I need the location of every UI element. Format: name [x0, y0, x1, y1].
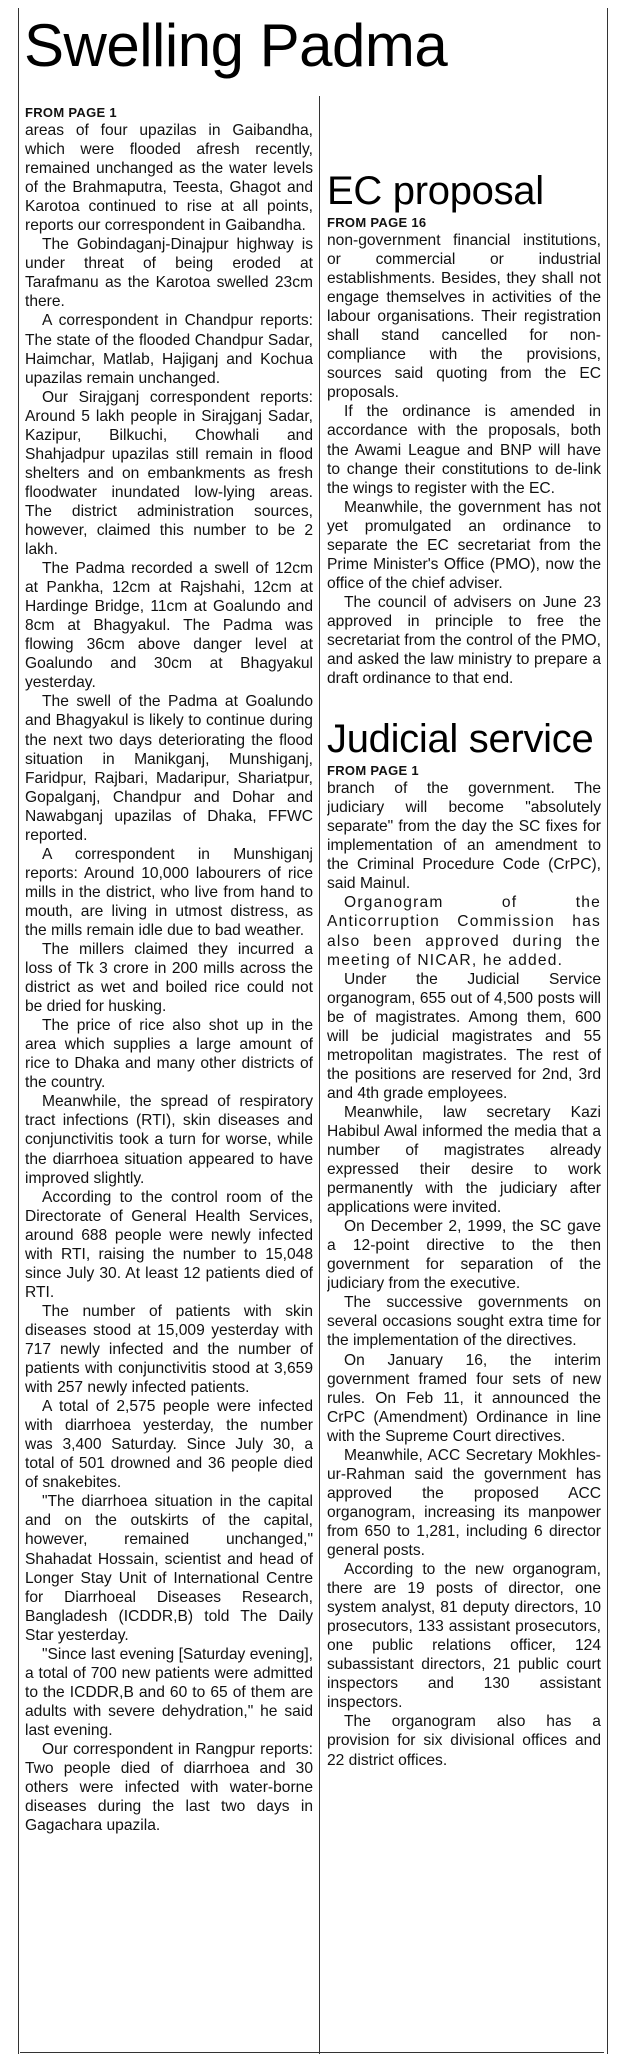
story3-paragraph: Organogram of the Anticorruption Commission has also been approved during the meeting of NICAR, he added. — [327, 894, 601, 969]
story1-paragraph: Meanwhile, the spread of respiratory tract infections (RTI), skin diseases and conjunctivitis took a turn for worse, while the diarrhoea situation appeared to have improved slightly. — [25, 1093, 313, 1187]
page-bottom-rule — [20, 2052, 604, 2053]
story1-paragraph: Our correspondent in Rangpur reports: Two people died of diarrhoea and 30 others were infected with water-borne diseases during the last two days in Gagachara upazila. — [25, 1740, 313, 1835]
story1-paragraph: "The diarrhoea situation in the capital and on the outskirts of the capital, however, remained unchanged," Shahadat Hossain, scientist and head of Longer Stay Unit of International Centre for Diarrhoeal Diseases Research, Bangladesh (ICDDR,B) told The Daily Star yesterday. — [25, 1493, 313, 1644]
story1-paragraph: Our Sirajganj correspondent reports: Around 5 lakh people in Sirajganj Sadar, Kazipur, Bilkuchi, Chowhali and Shahjadpur upazilas still remain in flood shelters and on embankments as fresh floodwater inundated low-lying areas. The district administration sources, however, claimed this number to be 2 lakh. — [25, 388, 313, 559]
story3-paragraph: branch of the government. The judiciary will become "absolutely separate" from the day the SC fixes for implementation of an amendment to the Criminal Procedure Code (CrPC), said Mainul. — [327, 780, 601, 893]
story1-paragraph: The price of rice also shot up in the area which supplies a large amount of rice to Dhaka and many other districts of the country. — [25, 1017, 313, 1092]
column-divider-center — [319, 96, 320, 2054]
story1-paragraph: The Padma recorded a swell of 12cm at Pankha, 12cm at Rajshahi, 12cm at Hardinge Bridge, 11cm at Goalundo and 8cm at Bhagyakul. The Padma was flowing 36cm above danger level at Goalundo and 30cm at Bhagyakul yesterday. — [25, 560, 313, 692]
story1-paragraph: The Gobindaganj-Dinajpur highway is under threat of being eroded at Tarafmanu as the Karotoa swelled 23cm there. — [25, 236, 313, 311]
story2-paragraph: If the ordinance is amended in accordance with the proposals, both the Awami League and BNP will have to change their constitutions to de-link the wings to register with the EC. — [327, 403, 601, 497]
story1-paragraph: A correspondent in Chandpur reports: The state of the flooded Chandpur Sadar, Haimchar, Matlab, Hajiganj and Kochua upazilas remain unchanged. — [25, 312, 313, 387]
continuation-label: FROM PAGE 1 — [327, 763, 419, 779]
story1-paragraph: "Since last evening [Saturday evening], a total of 700 new patients were admitted to the ICDDR,B and 60 to 65 of them are adults with severe dehydration," he said last evening. — [25, 1645, 313, 1739]
continuation-label: FROM PAGE 16 — [327, 215, 427, 230]
column-left — [25, 104, 313, 2049]
story3-paragraph: Meanwhile, law secretary Kazi Habibul Awal informed the media that a number of magistrates already expressed their desire to work permanently with the judiciary after applications were invited. — [327, 1103, 601, 1217]
story2-paragraph: The council of advisers on June 23 approved in principle to free the secretariat from the control of the PMO, and asked the law ministry to prepare a draft ordinance to that end. — [327, 593, 601, 688]
story1-paragraph: The number of patients with skin diseases stood at 15,009 yesterday with 717 newly infected and the number of patients with conjunctivitis stood at 3,659 with 257 newly infected patients. — [25, 1302, 313, 1397]
headline-ec-proposal: EC proposal — [327, 169, 544, 213]
story3-paragraph: The successive governments on several occasions sought extra time for the implementation of the directives. — [327, 1294, 601, 1350]
story2-paragraph: Meanwhile, the government has not yet promulgated an ordinance to separate the EC secretariat from the Prime Minister's Office (PMO), now the office of the chief adviser. — [327, 498, 601, 592]
story3-paragraph: On January 16, the interim government framed four sets of new rules. On Feb 11, it announced the CrPC (Amendment) Ordinance in line with the Supreme Court directives. — [327, 1351, 601, 1445]
story3-paragraph: The organogram also has a provision for six divisional offices and 22 district offices. — [327, 1713, 601, 1769]
story3-paragraph: Meanwhile, ACC Secretary Mokhles-ur-Rahman said the government has approved the proposed ACC organogram, increasing its manpower from 650 to 1,281, including 6 director general posts. — [327, 1446, 601, 1559]
story1-paragraph: The swell of the Padma at Goalundo and Bhagyakul is likely to continue during the next two days deteriorating the flood situation in Manikganj, Munshiganj, Faridpur, Rajbari, Madaripur, Shariatpur, Gopalganj, Chandpur and Dohar and Nawabganj upazilas of Dhaka, FFWC reported. — [25, 693, 313, 844]
headline-swelling-padma: Swelling Padma — [24, 12, 448, 79]
story3-paragraph: On December 2, 1999, the SC gave a 12-point directive to the then government for separation of the judiciary from the executive. — [327, 1218, 601, 1293]
story1-paragraph: The millers claimed they incurred a loss of Tk 3 crore in 200 mills across the district as wet and boiled rice could not be dried for husking. — [25, 941, 313, 1016]
story1-paragraph: A correspondent in Munshiganj reports: Around 10,000 labourers of rice mills in the district, who live from hand to mouth, are living in utmost distress, as the mills remain idle due to bad weather. — [25, 845, 313, 939]
story3-paragraph: Under the Judicial Service organogram, 655 out of 4,500 posts will be of magistrates. Among them, 600 will be judicial magistrates and 55 metropolitan magistrates. The rest of the positions are reserved for 2nd, 3rd and 4th grade employees. — [327, 970, 601, 1102]
column-divider-right — [607, 8, 608, 2054]
story3-paragraph: According to the new organogram, there are 19 posts of director, one system analyst, 81 deputy directors, 10 prosecutors, 133 assistant prosecutors, one public relations officer, 124 subassistant directors, 21 public court inspectors and 130 assistant inspectors. — [327, 1561, 601, 1712]
column-right — [327, 104, 601, 2049]
column-divider-left — [18, 8, 19, 2054]
story1-paragraph: areas of four upazilas in Gaibandha, which were flooded afresh recently, remained unchanged as the water levels of the Brahmaputra, Teesta, Ghagot and Karotoa continued to rise at all points, reports our correspondent in Gaibandha. — [25, 122, 313, 235]
continuation-label: FROM PAGE 1 — [25, 105, 117, 120]
story2-paragraph: non-government financial institutions, or commercial or industrial establishments. Besides, they shall not engage themselves in activities of the labour organisations. Their registration shall stand cancelled for non-compliance with the provisions, sources said quoting from the EC proposals. — [327, 232, 601, 402]
headline-judicial-service: Judicial service — [327, 717, 594, 762]
story1-paragraph: A total of 2,575 people were infected with diarrhoea yesterday, the number was 3,400 Saturday. Since July 30, a total of 501 drowned and 36 people died of snakebites. — [25, 1398, 313, 1492]
story1-paragraph: According to the control room of the Directorate of General Health Services, around 688 people were newly infected with RTI, raising the number to 15,048 since July 30. At least 12 patients died of RTI. — [25, 1188, 313, 1301]
